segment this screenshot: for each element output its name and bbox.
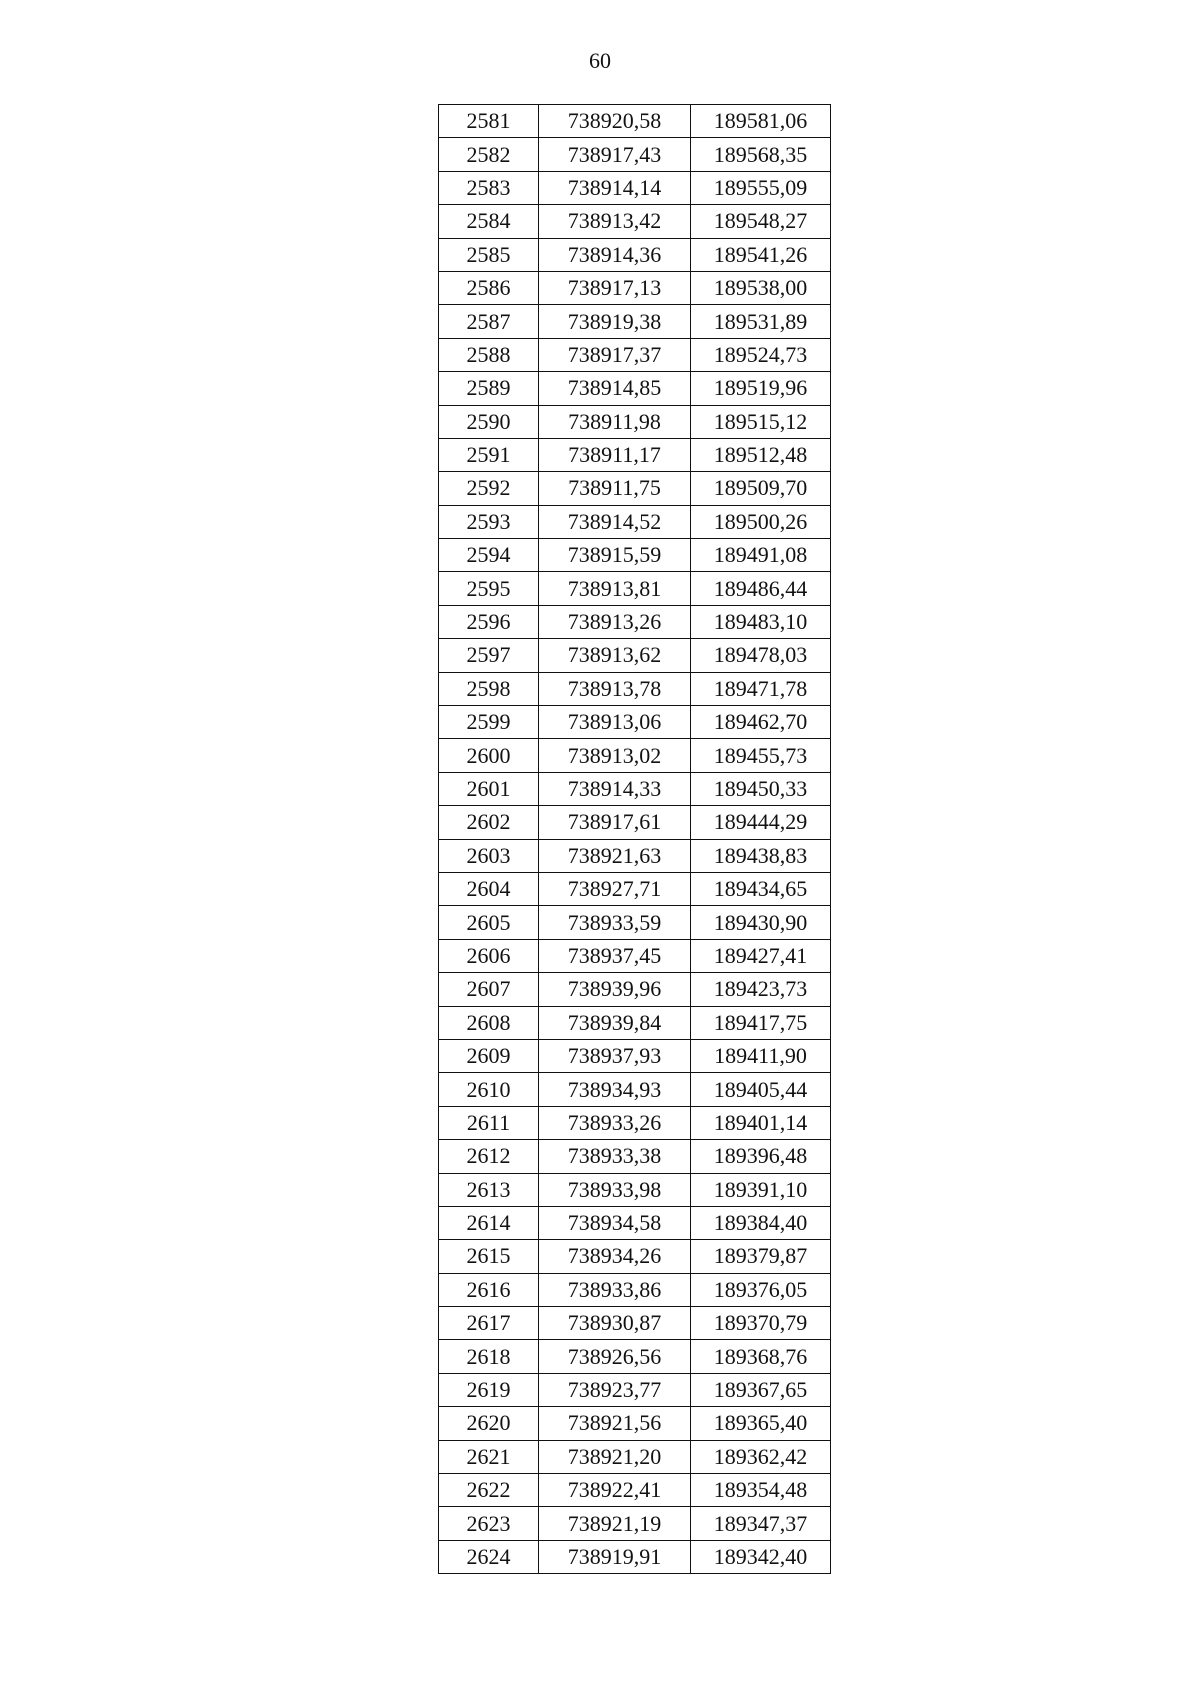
table-row [439, 1106, 831, 1139]
y-coordinate-cell: 189524,73 [691, 338, 831, 371]
table-row [439, 839, 831, 872]
y-coordinate-cell: 189438,83 [691, 839, 831, 872]
point-number-cell: 2608 [439, 1006, 539, 1039]
x-coordinate-cell: 738914,14 [539, 171, 691, 204]
x-coordinate-cell: 738919,38 [539, 305, 691, 338]
table-row [439, 906, 831, 939]
x-coordinate-cell: 738914,33 [539, 772, 691, 805]
table-row [439, 1173, 831, 1206]
y-coordinate-cell: 189427,41 [691, 939, 831, 972]
table-row [439, 1206, 831, 1239]
page-number: 60 [589, 48, 611, 73]
y-coordinate-cell: 189500,26 [691, 505, 831, 538]
point-number-cell: 2591 [439, 438, 539, 471]
table-row [439, 438, 831, 471]
point-number-cell: 2595 [439, 572, 539, 605]
y-coordinate-cell: 189434,65 [691, 872, 831, 905]
table-row [439, 138, 831, 171]
y-coordinate-cell: 189384,40 [691, 1206, 831, 1239]
table-row [439, 1006, 831, 1039]
y-coordinate-cell: 189401,14 [691, 1106, 831, 1139]
y-coordinate-cell: 189365,40 [691, 1407, 831, 1440]
table-row [439, 1373, 831, 1406]
x-coordinate-cell: 738914,85 [539, 372, 691, 405]
y-coordinate-cell: 189417,75 [691, 1006, 831, 1039]
x-coordinate-cell: 738911,75 [539, 472, 691, 505]
table-row [439, 605, 831, 638]
y-coordinate-cell: 189376,05 [691, 1273, 831, 1306]
point-number-cell: 2601 [439, 772, 539, 805]
point-number-cell: 2596 [439, 605, 539, 638]
point-number-cell: 2623 [439, 1507, 539, 1540]
point-number-cell: 2613 [439, 1173, 539, 1206]
x-coordinate-cell: 738913,78 [539, 672, 691, 705]
x-coordinate-cell: 738921,63 [539, 839, 691, 872]
table-row [439, 1073, 831, 1106]
point-number-cell: 2622 [439, 1474, 539, 1507]
table-row [439, 238, 831, 271]
table-row [439, 1039, 831, 1072]
y-coordinate-cell: 189444,29 [691, 806, 831, 839]
x-coordinate-cell: 738921,19 [539, 1507, 691, 1540]
y-coordinate-cell: 189379,87 [691, 1240, 831, 1273]
point-number-cell: 2600 [439, 739, 539, 772]
point-number-cell: 2586 [439, 271, 539, 304]
point-number-cell: 2606 [439, 939, 539, 972]
table-row [439, 405, 831, 438]
point-number-cell: 2583 [439, 171, 539, 204]
point-number-cell: 2609 [439, 1039, 539, 1072]
point-number-cell: 2602 [439, 806, 539, 839]
point-number-cell: 2590 [439, 405, 539, 438]
table-row [439, 939, 831, 972]
point-number-cell: 2587 [439, 305, 539, 338]
x-coordinate-cell: 738917,43 [539, 138, 691, 171]
x-coordinate-cell: 738911,17 [539, 438, 691, 471]
point-number-cell: 2604 [439, 872, 539, 905]
table-row [439, 1340, 831, 1373]
x-coordinate-cell: 738934,58 [539, 1206, 691, 1239]
table-row [439, 305, 831, 338]
y-coordinate-cell: 189423,73 [691, 973, 831, 1006]
x-coordinate-cell: 738913,02 [539, 739, 691, 772]
y-coordinate-cell: 189471,78 [691, 672, 831, 705]
point-number-cell: 2592 [439, 472, 539, 505]
x-coordinate-cell: 738915,59 [539, 539, 691, 572]
x-coordinate-cell: 738921,20 [539, 1440, 691, 1473]
point-number-cell: 2617 [439, 1307, 539, 1340]
y-coordinate-cell: 189515,12 [691, 405, 831, 438]
table-row [439, 271, 831, 304]
x-coordinate-cell: 738914,36 [539, 238, 691, 271]
y-coordinate-cell: 189531,89 [691, 305, 831, 338]
table-row [439, 572, 831, 605]
table-row [439, 1240, 831, 1273]
coordinates-table-body [439, 105, 831, 1574]
point-number-cell: 2599 [439, 706, 539, 739]
point-number-cell: 2611 [439, 1106, 539, 1139]
x-coordinate-cell: 738922,41 [539, 1474, 691, 1507]
point-number-cell: 2614 [439, 1206, 539, 1239]
x-coordinate-cell: 738926,56 [539, 1340, 691, 1373]
x-coordinate-cell: 738934,26 [539, 1240, 691, 1273]
y-coordinate-cell: 189478,03 [691, 639, 831, 672]
x-coordinate-cell: 738933,86 [539, 1273, 691, 1306]
table-row [439, 1540, 831, 1573]
y-coordinate-cell: 189411,90 [691, 1039, 831, 1072]
table-row [439, 872, 831, 905]
x-coordinate-cell: 738913,06 [539, 706, 691, 739]
x-coordinate-cell: 738939,96 [539, 973, 691, 1006]
x-coordinate-cell: 738917,13 [539, 271, 691, 304]
x-coordinate-cell: 738914,52 [539, 505, 691, 538]
coordinates-table [438, 104, 831, 1574]
y-coordinate-cell: 189568,35 [691, 138, 831, 171]
table-row [439, 171, 831, 204]
point-number-cell: 2621 [439, 1440, 539, 1473]
x-coordinate-cell: 738913,26 [539, 605, 691, 638]
x-coordinate-cell: 738911,98 [539, 405, 691, 438]
point-number-cell: 2603 [439, 839, 539, 872]
point-number-cell: 2581 [439, 105, 539, 138]
x-coordinate-cell: 738923,77 [539, 1373, 691, 1406]
point-number-cell: 2588 [439, 338, 539, 371]
point-number-cell: 2597 [439, 639, 539, 672]
x-coordinate-cell: 738913,42 [539, 205, 691, 238]
table-row [439, 105, 831, 138]
y-coordinate-cell: 189405,44 [691, 1073, 831, 1106]
table-row [439, 739, 831, 772]
x-coordinate-cell: 738921,56 [539, 1407, 691, 1440]
y-coordinate-cell: 189509,70 [691, 472, 831, 505]
x-coordinate-cell: 738933,59 [539, 906, 691, 939]
x-coordinate-cell: 738927,71 [539, 872, 691, 905]
table-row [439, 1507, 831, 1540]
x-coordinate-cell: 738934,93 [539, 1073, 691, 1106]
table-row [439, 1440, 831, 1473]
point-number-cell: 2616 [439, 1273, 539, 1306]
y-coordinate-cell: 189368,76 [691, 1340, 831, 1373]
y-coordinate-cell: 189430,90 [691, 906, 831, 939]
point-number-cell: 2612 [439, 1140, 539, 1173]
x-coordinate-cell: 738933,98 [539, 1173, 691, 1206]
point-number-cell: 2618 [439, 1340, 539, 1373]
table-row [439, 539, 831, 572]
table-row [439, 806, 831, 839]
point-number-cell: 2610 [439, 1073, 539, 1106]
y-coordinate-cell: 189354,48 [691, 1474, 831, 1507]
x-coordinate-cell: 738937,93 [539, 1039, 691, 1072]
y-coordinate-cell: 189455,73 [691, 739, 831, 772]
point-number-cell: 2584 [439, 205, 539, 238]
table-row [439, 472, 831, 505]
table-row [439, 505, 831, 538]
y-coordinate-cell: 189548,27 [691, 205, 831, 238]
point-number-cell: 2594 [439, 539, 539, 572]
table-row [439, 772, 831, 805]
y-coordinate-cell: 189519,96 [691, 372, 831, 405]
point-number-cell: 2593 [439, 505, 539, 538]
point-number-cell: 2585 [439, 238, 539, 271]
x-coordinate-cell: 738920,58 [539, 105, 691, 138]
x-coordinate-cell: 738930,87 [539, 1307, 691, 1340]
table-row [439, 672, 831, 705]
x-coordinate-cell: 738939,84 [539, 1006, 691, 1039]
y-coordinate-cell: 189486,44 [691, 572, 831, 605]
y-coordinate-cell: 189581,06 [691, 105, 831, 138]
x-coordinate-cell: 738913,81 [539, 572, 691, 605]
table-row [439, 338, 831, 371]
y-coordinate-cell: 189347,37 [691, 1507, 831, 1540]
table-row [439, 706, 831, 739]
point-number-cell: 2582 [439, 138, 539, 171]
y-coordinate-cell: 189370,79 [691, 1307, 831, 1340]
table-row [439, 973, 831, 1006]
table-row [439, 205, 831, 238]
point-number-cell: 2605 [439, 906, 539, 939]
table-row [439, 1407, 831, 1440]
point-number-cell: 2620 [439, 1407, 539, 1440]
table-row [439, 1307, 831, 1340]
y-coordinate-cell: 189541,26 [691, 238, 831, 271]
y-coordinate-cell: 189391,10 [691, 1173, 831, 1206]
point-number-cell: 2624 [439, 1540, 539, 1573]
x-coordinate-cell: 738919,91 [539, 1540, 691, 1573]
y-coordinate-cell: 189362,42 [691, 1440, 831, 1473]
table-row [439, 1273, 831, 1306]
y-coordinate-cell: 189483,10 [691, 605, 831, 638]
y-coordinate-cell: 189342,40 [691, 1540, 831, 1573]
table-row [439, 1474, 831, 1507]
y-coordinate-cell: 189396,48 [691, 1140, 831, 1173]
y-coordinate-cell: 189462,70 [691, 706, 831, 739]
y-coordinate-cell: 189450,33 [691, 772, 831, 805]
x-coordinate-cell: 738913,62 [539, 639, 691, 672]
x-coordinate-cell: 738917,61 [539, 806, 691, 839]
table-row [439, 1140, 831, 1173]
point-number-cell: 2615 [439, 1240, 539, 1273]
y-coordinate-cell: 189491,08 [691, 539, 831, 572]
point-number-cell: 2619 [439, 1373, 539, 1406]
x-coordinate-cell: 738933,26 [539, 1106, 691, 1139]
x-coordinate-cell: 738917,37 [539, 338, 691, 371]
x-coordinate-cell: 738937,45 [539, 939, 691, 972]
point-number-cell: 2607 [439, 973, 539, 1006]
table-row [439, 372, 831, 405]
point-number-cell: 2589 [439, 372, 539, 405]
table-row [439, 639, 831, 672]
y-coordinate-cell: 189555,09 [691, 171, 831, 204]
y-coordinate-cell: 189367,65 [691, 1373, 831, 1406]
y-coordinate-cell: 189512,48 [691, 438, 831, 471]
x-coordinate-cell: 738933,38 [539, 1140, 691, 1173]
point-number-cell: 2598 [439, 672, 539, 705]
y-coordinate-cell: 189538,00 [691, 271, 831, 304]
